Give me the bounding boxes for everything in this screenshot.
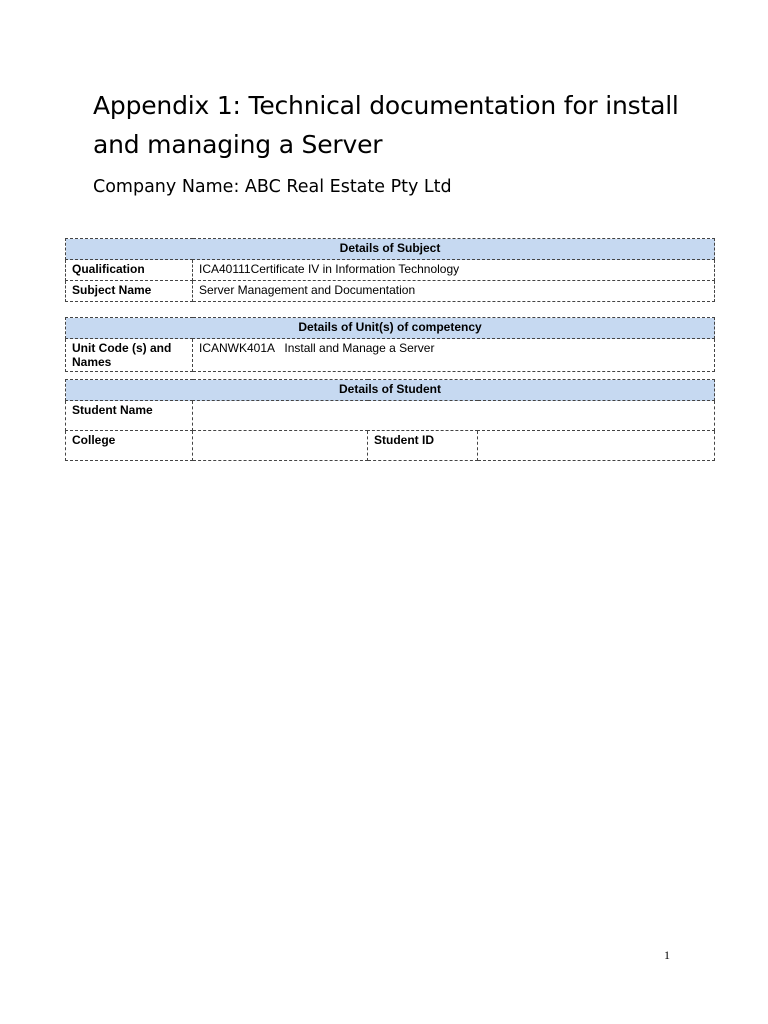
student-name-field[interactable]	[193, 401, 715, 431]
student-id-label: Student ID	[368, 431, 478, 461]
subject-details-table	[65, 238, 715, 302]
unit-details-table	[65, 317, 715, 372]
page-number: 1	[664, 948, 670, 962]
document-title: Appendix 1: Technical documentation for install and managing a Server	[93, 91, 679, 159]
unit-code-label: Unit Code (s) and Names	[66, 339, 193, 372]
college-label: College	[66, 431, 193, 461]
student-id-field[interactable]	[478, 431, 715, 461]
student-name-label: Student Name	[66, 401, 193, 431]
subject-name-label: Subject Name	[66, 281, 193, 302]
subject-table-heading: Details of Subject	[66, 239, 715, 260]
subject-name-value: Server Management and Documentation	[193, 281, 715, 302]
student-table-heading: Details of Student	[66, 380, 715, 401]
qualification-value: ICA40111Certificate IV in Information Technology	[193, 260, 715, 281]
college-field[interactable]	[193, 431, 368, 461]
qualification-label: Qualification	[66, 260, 193, 281]
table-row	[66, 260, 715, 281]
table-row	[66, 401, 715, 431]
unit-table-heading: Details of Unit(s) of competency	[66, 318, 715, 339]
table-row	[66, 431, 715, 461]
unit-code-value: ICANWK401A Install and Manage a Server	[193, 339, 715, 372]
student-details-table	[65, 379, 715, 461]
table-row	[66, 339, 715, 372]
table-row	[66, 281, 715, 302]
company-name: Company Name: ABC Real Estate Pty Ltd	[93, 177, 452, 197]
